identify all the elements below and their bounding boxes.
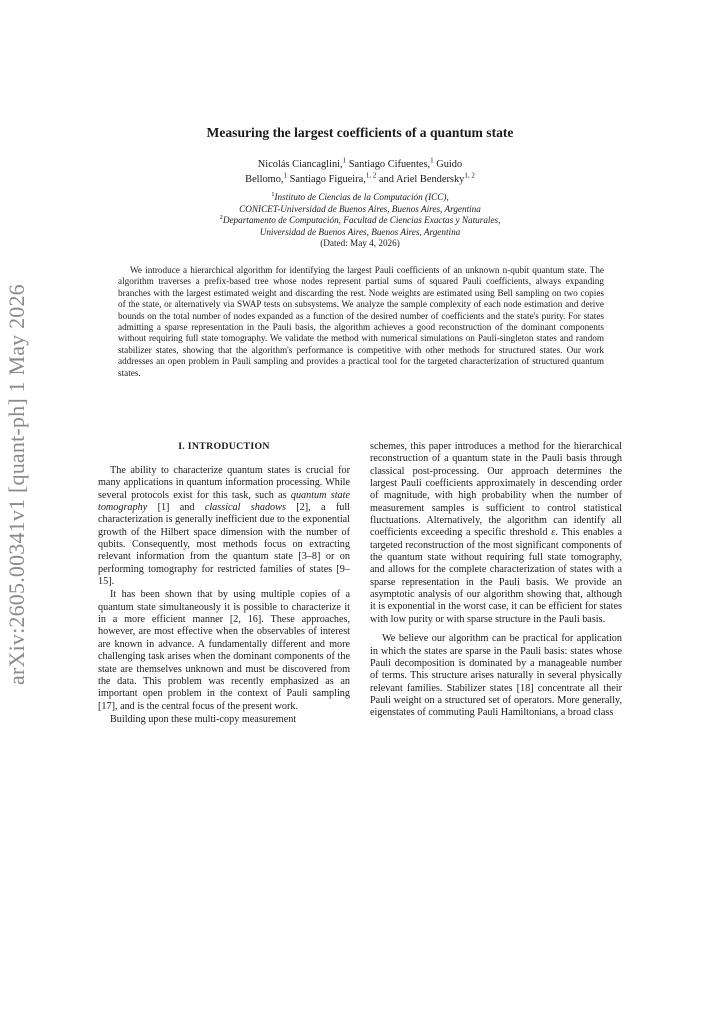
paper-title: Measuring the largest coefficients of a quantum state — [206, 125, 514, 140]
epsilon-symbol: ε — [551, 527, 556, 539]
author-affil-mark: 1, 2 — [365, 171, 377, 180]
author-name: Santiago Figueira, — [287, 174, 366, 185]
arxiv-side-stamp: arXiv:2605.00341v1 [quant-ph] 1 May 2026 — [4, 284, 29, 685]
affiliation-2-line-2: Universidad de Buenos Aires, Buenos Aires, Argentina — [259, 226, 461, 237]
author-name: Bellomo, — [245, 174, 284, 185]
author-line-1 — [170, 157, 550, 172]
author-affil-mark: 1, 2 — [464, 171, 475, 180]
paragraph: It has been shown that by using multiple copies of a quantum state simultaneously it is possible to characterize it in a more efficient manner [2, 16]. These approaches, however, are most effective when the observables of interest are known in advance. A fundamentally different and more challenging task arises when the dominant components of the state are themselves unknown and must be discovered from the data. This problem was recently emphasized as an important open problem in the context of Pauli sampling [17], and is the central focus of the present work. — [98, 589, 350, 712]
author-name: and Ariel Bendersky — [376, 174, 465, 185]
author-affil-mark: 1 — [430, 156, 434, 165]
affil-number: 1 — [271, 190, 275, 198]
paragraph: schemes, this paper introduces a method for the hierarchical reconstruction of a quantum state in the Pauli basis through classical post-processing. Our approach determines the largest Pauli coefficients approximately in descending order of magnitude, with high probability when the number of measurement samples is sufficient to control statistical fluctuations. Alternatively, the algorithm can identify all coefficients exceeding a specific threshold ε. This enables a targeted reconstruction of the most significant components of the quantum state without requiring full state tomography, and allows for the complete characterization of states with a sparse representation in the Pauli basis. We provide an asymptotic analysis of our algorithm showing that, although it is exponential in the worst case, it can be efficient for states with low purity or with sparse structure in the Pauli basis. — [370, 441, 622, 625]
affiliations — [130, 192, 590, 250]
affiliation-2-line-1: $^2$Departamento de Computación, Facultad de Ciencias Exactas y Naturales, — [219, 213, 501, 225]
author-name: Nicolás Ciancaglini, — [257, 159, 343, 170]
column-right — [370, 441, 622, 720]
section-heading: I. INTRODUCTION — [178, 441, 270, 452]
author-name: Guido — [433, 159, 463, 170]
affil-number: 2 — [219, 213, 223, 221]
author-affil-mark: 1 — [283, 171, 288, 180]
dated-line: (Dated: May 4, 2026) — [320, 238, 400, 248]
paragraph: Building upon these multi-copy measurement — [110, 713, 297, 725]
affiliation-1-line-1: $^1$Instituto de Ciencias de la Computación (ICC), — [271, 190, 449, 202]
paragraph: The ability to characterize quantum states is crucial for many applications in quantum information processing. While several protocols exist for this task, such as quantum state tomography [1] and classical shadows [2], a full characterization is generally inefficient due to the exponential growth of the Hilbert space dimension with the number of qubits. Consequently, most methods focus on extracting relevant information from the quantum state [3–8] or on performing tomography for restricted families of states [9–15]. — [98, 465, 351, 588]
author-list — [170, 157, 550, 187]
column-left — [98, 441, 350, 726]
emphasis: classical shadows — [204, 502, 286, 514]
abstract: We introduce a hierarchical algorithm for identifying the largest Pauli coefficients of an unknown n-qubit quantum state. The algorithm traverses a prefix-based tree whose nodes represent partial sums of squared Pauli coefficients, always expanding branches with the largest estimated weight and discarding the rest. Node weights are estimated using Bell sampling on two copies of the state, or alternatively via SWAP tests on subsystems. We analyze the sample complexity of each node estimation and derive bounds on the total number of nodes expanded as a function of the desired number of coefficients and the state's purity. For states admitting a sparse representation in the Pauli basis, the algorithm achieves a good reconstruction of the dominant components without requiring full state tomography. We validate the method with numerical simulations on Pauli-singleton states and random stabilizer states, showing that the algorithm's performance is competitive with other methods for structured states. Our work addresses an open problem in Pauli sampling and provides a practical tool for the targeted characterization of structured quantum states. — [118, 265, 604, 378]
author-line-2 — [170, 172, 550, 187]
author-name: Santiago Cifuentes, — [346, 159, 431, 170]
paragraph: We believe our algorithm can be practical for application in which the states are sparse in the Pauli basis: states whose Pauli decomposition is dominated by a manageable number of terms. This structure arises naturally in several physically relevant families. Stabilizer states [18] concentrate all their Pauli weight on a structured set of operators. More generally, eigenstates of commuting Pauli Hamiltonians, a broad class — [370, 633, 622, 719]
affiliation-1-line-2: CONICET-Universidad de Buenos Aires, Buenos Aires, Argentina — [239, 203, 481, 214]
author-affil-mark: 1 — [342, 156, 347, 165]
emphasis: quantum state tomography — [98, 489, 351, 514]
